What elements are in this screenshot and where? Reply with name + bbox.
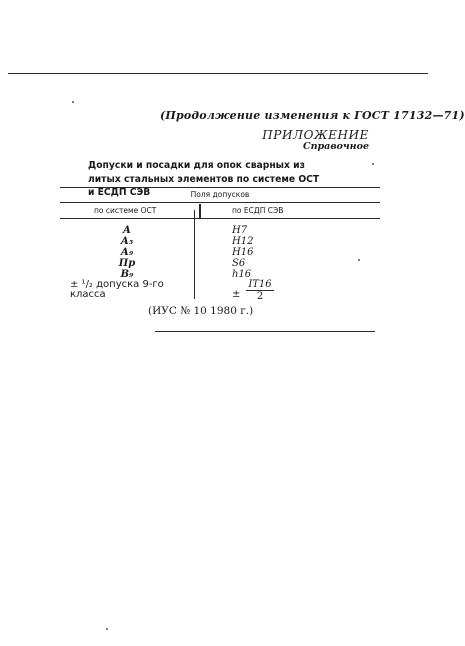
ost-last-line1: ± ¹/₂ допуска 9-го	[70, 279, 164, 290]
esdp-column	[232, 225, 253, 280]
ost-cell: А₅	[120, 236, 134, 247]
speck	[72, 101, 74, 103]
esdp-cell: S6	[232, 258, 246, 269]
fraction-numerator: IT16	[246, 279, 274, 291]
ost-last-line2: класса	[70, 289, 106, 300]
esdp-cell: H16	[232, 247, 254, 258]
appendix-subtitle: Справочное	[303, 141, 369, 153]
speck	[372, 163, 374, 165]
ius-reference: (ИУС № 10 1980 г.)	[148, 305, 254, 317]
ost-last-cell	[60, 280, 194, 300]
group-header: Поля допусков	[190, 190, 250, 199]
continuation-heading: (Продолжение изменения к ГОСТ 17132—71)	[160, 109, 465, 122]
table-title: Допуски и посадки для опок сварных из литых стальных элементов по системе ОСТ и ЕСДП СЭВ	[88, 160, 320, 198]
column-header-esdp: по ЕСДП СЭВ	[232, 206, 284, 215]
ost-cell: В₉	[120, 269, 134, 280]
bottom-rule	[155, 331, 375, 332]
column-header-divider	[60, 218, 380, 219]
appendix-title: ПРИЛОЖЕНИЕ	[262, 128, 369, 142]
ost-cell: Пр	[118, 258, 136, 269]
ost-column	[60, 225, 194, 280]
appendix-block	[262, 129, 369, 153]
fraction-denominator: 2	[256, 291, 264, 302]
plus-minus-sign: ±	[232, 289, 241, 300]
column-header-ost: по системе ОСТ	[94, 206, 157, 215]
group-header-divider	[60, 202, 380, 203]
ost-cell: А₉	[120, 247, 134, 258]
tolerance-table	[60, 187, 380, 302]
esdp-cell: H12	[232, 236, 254, 247]
esdp-cell: h16	[232, 269, 252, 280]
top-rule	[8, 73, 428, 74]
speck	[106, 628, 108, 630]
header-separator	[199, 204, 201, 218]
esdp-cell: H7	[232, 225, 248, 236]
table-top-border	[60, 187, 380, 188]
column-separator	[194, 210, 195, 299]
ost-cell: А	[122, 225, 132, 236]
